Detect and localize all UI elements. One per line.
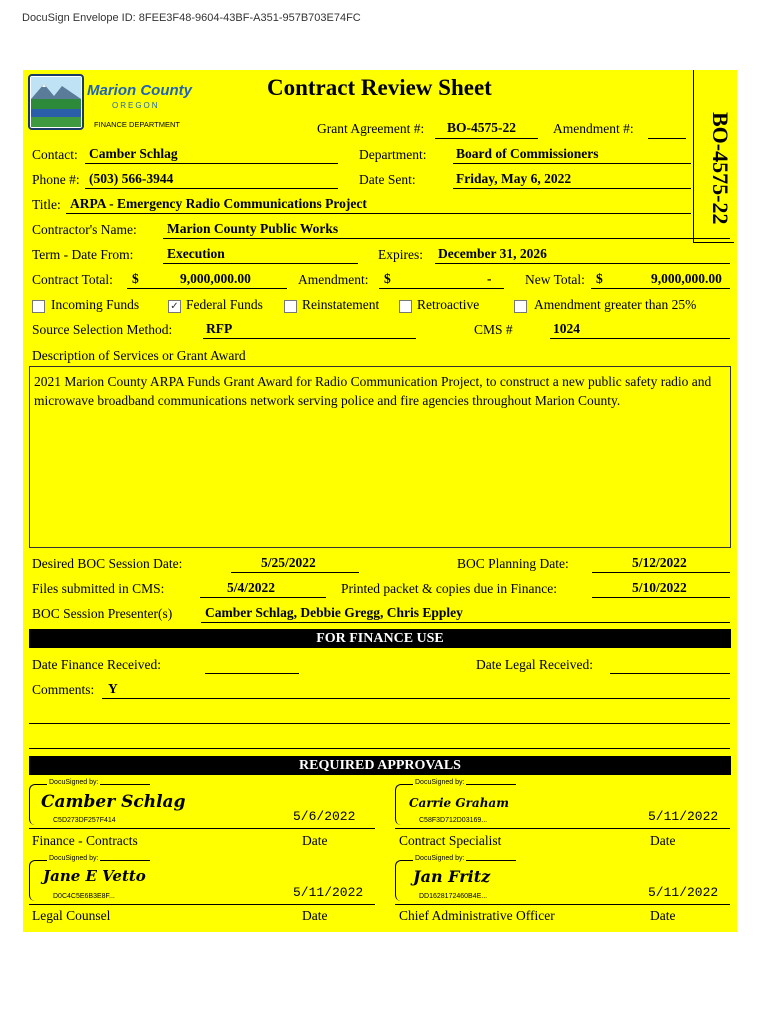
description-text: 2021 Marion County ARPA Funds Grant Award for Radio Communication Project, to construct a new public safety radio and microwave broadband communications network serving police and fire agencies throughout Marion County. (34, 374, 712, 408)
landscape-icon (28, 74, 84, 130)
files-cms-value: 5/4/2022 (227, 580, 276, 595)
role-finance: Finance - Contracts (32, 833, 138, 848)
presenters-value: Camber Schlag, Debbie Gregg, Chris Eppley (205, 605, 463, 620)
description-label: Description of Services or Grant Award (32, 348, 246, 363)
docusigned-caption: DocuSigned by: (415, 779, 465, 786)
amendment-over-25-checkbox[interactable] (514, 300, 527, 313)
amendment-amount-currency: $ (384, 271, 391, 286)
new-total-label: New Total: (525, 272, 585, 287)
docusigned-caption: DocuSigned by: (49, 779, 99, 786)
source-selection-label: Source Selection Method: (32, 322, 173, 337)
title-value: ARPA - Emergency Radio Communications Project (70, 196, 367, 211)
amendment-over-25-label: Amendment greater than 25% (534, 297, 697, 312)
files-cms-label: Files submitted in CMS: (32, 581, 165, 596)
contractor-label: Contractor's Name: (32, 222, 137, 237)
grant-agreement-value: BO-4575-22 (447, 120, 516, 135)
date-finance-received-field (205, 673, 299, 674)
date-sent-label: Date Sent: (359, 172, 416, 187)
expires-label: Expires: (378, 247, 423, 262)
signature-id-legal: D0C4C5E6B3E8F... (53, 893, 115, 900)
federal-funds-label: Federal Funds (186, 297, 263, 312)
boc-session-date-value: 5/25/2022 (261, 555, 316, 570)
date-label-contract-specialist: Date (650, 833, 676, 848)
signature-id-contract-specialist: C58F3D712D03169... (419, 817, 488, 824)
description-box (29, 366, 731, 548)
envelope-id: DocuSign Envelope ID: 8FEE3F48-9604-43BF-A351-957B703E74FC (22, 12, 361, 24)
contract-total-value: 9,000,000.00 (180, 271, 251, 286)
retroactive-label: Retroactive (417, 297, 480, 312)
date-legal: 5/11/2022 (293, 885, 364, 900)
reinstatement-checkbox[interactable] (284, 300, 297, 313)
department-value: Board of Commissioners (456, 146, 599, 161)
docusigned-caption: DocuSigned by: (415, 855, 465, 862)
signature-id-cao: DD1628172460B4E... (419, 893, 488, 900)
amendment-amount-label: Amendment: (298, 272, 369, 287)
expires-value: December 31, 2026 (438, 246, 547, 261)
source-selection-value: RFP (206, 321, 233, 336)
signature-cao: Jan Fritz (413, 867, 491, 886)
boc-session-date-label: Desired BOC Session Date: (32, 556, 183, 571)
date-cao: 5/11/2022 (648, 885, 719, 900)
printed-packet-label: Printed packet & copies due in Finance: (341, 581, 557, 596)
phone-value: (503) 566-3944 (89, 171, 174, 186)
signature-contract-specialist: Carrie Graham (409, 796, 509, 810)
retroactive-checkbox[interactable] (399, 300, 412, 313)
comments-value: Y (108, 681, 118, 696)
finance-use-header: FOR FINANCE USE (29, 629, 731, 648)
amendment-amount-value: - (487, 271, 492, 286)
new-total-value: 9,000,000.00 (651, 271, 722, 286)
marion-county-logo (28, 74, 192, 132)
signature-legal: Jane E Vetto (43, 867, 146, 885)
logo-department: FINANCE DEPARTMENT (94, 120, 180, 129)
date-sent-value: Friday, May 6, 2022 (456, 171, 572, 186)
required-approvals-header: REQUIRED APPROVALS (29, 756, 731, 775)
contact-label: Contact: (32, 147, 78, 162)
date-label-cao: Date (650, 908, 676, 923)
date-legal-received-label: Date Legal Received: (476, 657, 593, 672)
signature-id-finance: C5D273DF257F414 (53, 817, 116, 824)
contractor-value: Marion County Public Works (167, 221, 339, 236)
printed-packet-value: 5/10/2022 (632, 580, 687, 595)
boc-planning-date-value: 5/12/2022 (632, 555, 687, 570)
cms-value: 1024 (553, 321, 580, 336)
new-total-currency: $ (596, 271, 603, 286)
incoming-funds-label: Incoming Funds (51, 297, 140, 312)
date-label-legal: Date (302, 908, 328, 923)
presenters-label: BOC Session Presenter(s) (32, 606, 173, 621)
department-label: Department: (359, 147, 427, 162)
reinstatement-label: Reinstatement (302, 297, 380, 312)
term-label: Term - Date From: (32, 247, 134, 262)
signature-finance: Camber Schlag (41, 792, 186, 812)
date-contract-specialist: 5/11/2022 (648, 809, 719, 824)
cms-label: CMS # (474, 322, 513, 337)
role-legal: Legal Counsel (32, 908, 111, 923)
docusigned-caption: DocuSigned by: (49, 855, 99, 862)
date-finance: 5/6/2022 (293, 809, 356, 824)
date-legal-received-field (610, 673, 730, 674)
page-title: Contract Review Sheet (267, 75, 492, 100)
comments-label: Comments: (32, 682, 95, 697)
contract-total-label: Contract Total: (32, 272, 113, 287)
grant-agreement-label: Grant Agreement #: (317, 121, 425, 136)
federal-funds-checkbox[interactable]: ✓ (168, 300, 181, 313)
role-contract-specialist: Contract Specialist (399, 833, 502, 848)
role-cao: Chief Administrative Officer (399, 908, 555, 923)
logo-state: OREGON (112, 101, 160, 110)
incoming-funds-checkbox[interactable] (32, 300, 45, 313)
title-label: Title: (32, 197, 61, 212)
amendment-number-label: Amendment #: (553, 121, 634, 136)
logo-name: Marion County (87, 82, 192, 99)
phone-label: Phone #: (32, 172, 80, 187)
contact-value: Camber Schlag (89, 146, 178, 161)
term-value: Execution (167, 246, 225, 261)
contract-total-currency: $ (132, 271, 139, 286)
date-label-finance: Date (302, 833, 328, 848)
contract-review-sheet (23, 70, 737, 932)
boc-planning-date-label: BOC Planning Date: (457, 556, 569, 571)
date-finance-received-label: Date Finance Received: (32, 657, 161, 672)
vertical-contract-id: BO-4575-22 (708, 112, 733, 225)
